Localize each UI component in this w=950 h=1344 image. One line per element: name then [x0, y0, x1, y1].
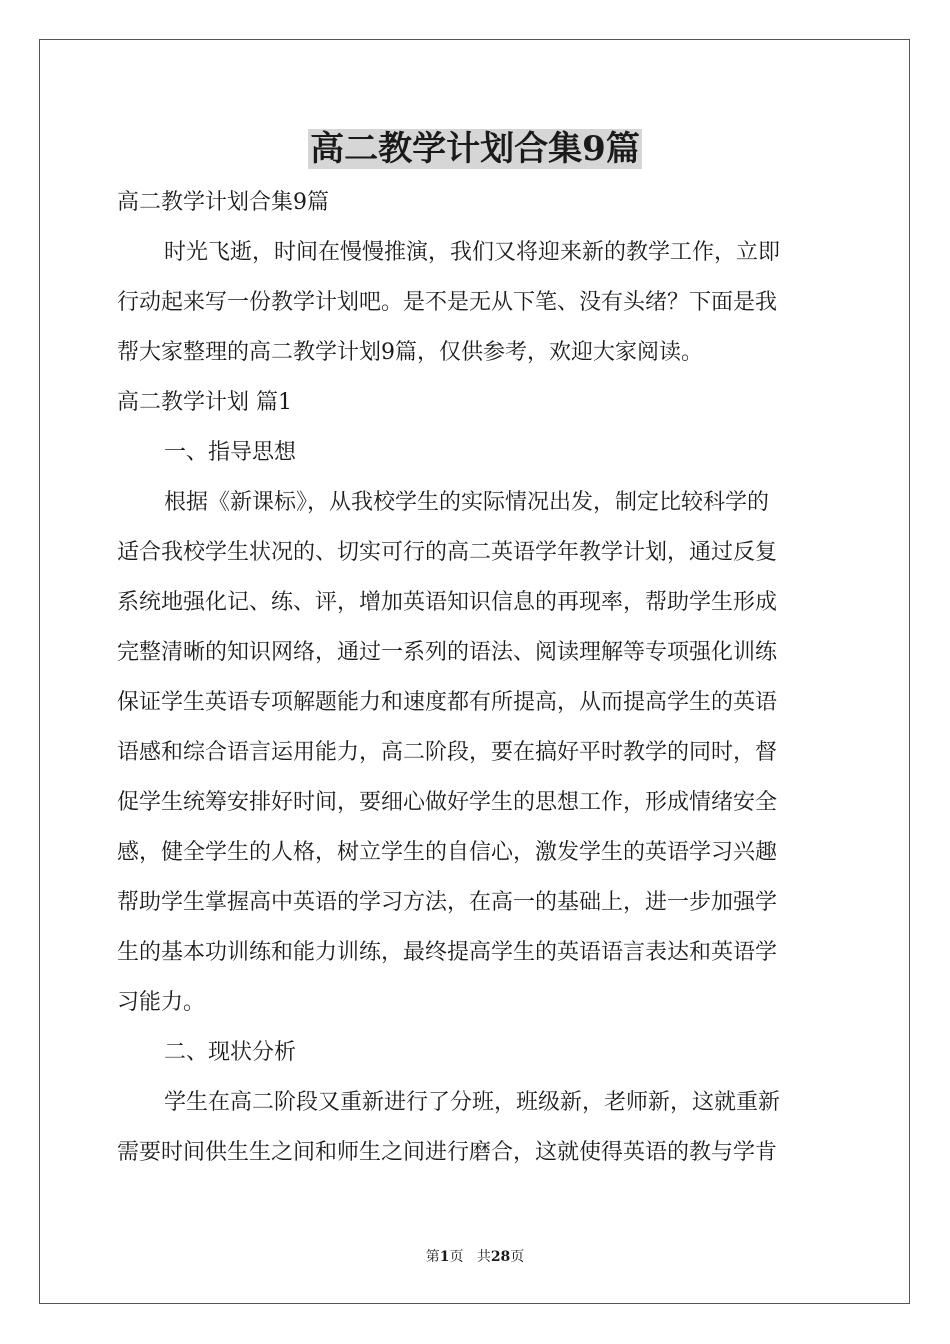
body-line-13: 促学生统筹安排好时间，要细心做好学生的思想工作，形成情绪安全 — [117, 790, 778, 815]
body-line-10: 完整清晰的知识网络，通过一系列的语法、阅读理解等专项强化训练 — [117, 640, 778, 665]
body-line-17: 习能力。 — [117, 990, 206, 1015]
body-line-11: 保证学生英语专项解题能力和速度都有所提高，从而提高学生的英语 — [117, 690, 778, 715]
document-body — [117, 178, 833, 1178]
body-line-9: 系统地强化记、练、评，增加英语知识信息的再现率，帮助学生形成 — [117, 590, 778, 615]
body-line-19: 学生在高二阶段又重新进行了分班，班级新，老师新，这就重新 — [164, 1090, 781, 1115]
body-line-1: 高二教学计划合集9篇 — [117, 190, 329, 215]
document-title — [0, 126, 950, 172]
page-footer — [0, 1247, 950, 1267]
body-line-3: 行动起来写一份教学计划吧。是不是无从下笔、没有头绪？下面是我 — [117, 290, 778, 315]
body-line-20: 需要时间供生生之间和师生之间进行磨合，这就使得英语的教与学肯 — [117, 1140, 778, 1165]
section-heading-part-1: 高二教学计划 篇1 — [117, 390, 292, 415]
current-page-number: 1 — [439, 1249, 450, 1265]
body-line-7: 根据《新课标》，从我校学生的实际情况出发，制定比较科学的 — [164, 490, 770, 515]
total-label-prefix: 共 — [476, 1249, 491, 1265]
body-line-16: 生的基本功训练和能力训练，最终提高学生的英语语言表达和英语学 — [117, 940, 778, 965]
page-label-prefix: 第 — [425, 1249, 440, 1265]
body-line-15: 帮助学生掌握高中英语的学习方法，在高一的基础上，进一步加强学 — [117, 890, 778, 915]
total-page-count: 28 — [490, 1249, 511, 1265]
body-line-2: 时光飞逝，时间在慢慢推演，我们又将迎来新的教学工作，立即 — [164, 240, 781, 265]
total-label-unit: 页 — [510, 1249, 525, 1265]
body-line-12: 语感和综合语言运用能力，高二阶段，要在搞好平时教学的同时，督 — [117, 740, 778, 765]
body-line-14: 感，健全学生的人格，树立学生的自信心，激发学生的英语学习兴趣 — [117, 840, 778, 865]
subheading-status-analysis: 二、现状分析 — [164, 1040, 297, 1065]
body-line-4: 帮大家整理的高二教学计划9篇，仅供参考，欢迎大家阅读。 — [117, 340, 703, 365]
document-title-text: 高二教学计划合集9篇 — [310, 129, 640, 169]
page-label-unit: 页 — [449, 1249, 464, 1265]
body-line-8: 适合我校学生状况的、切实可行的高二英语学年教学计划，通过反复 — [117, 540, 778, 565]
subheading-guiding-thought: 一、指导思想 — [164, 440, 297, 465]
